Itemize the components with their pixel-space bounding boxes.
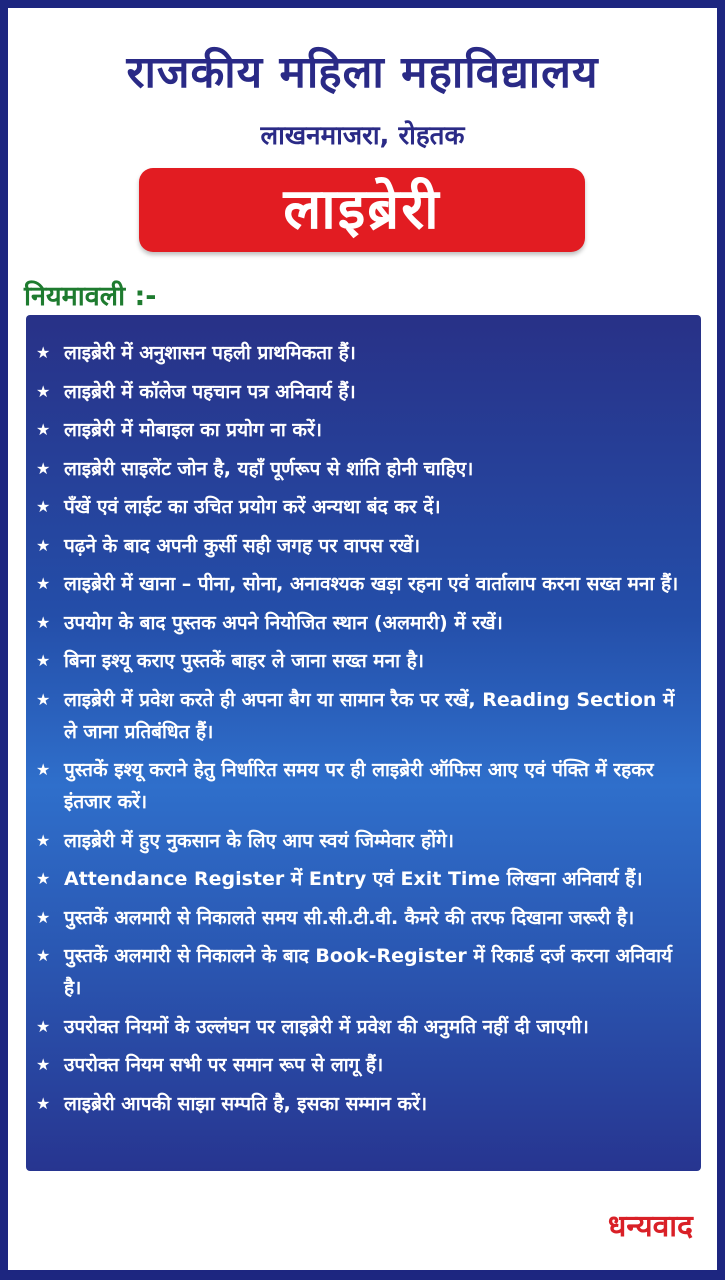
rules-list — [26, 315, 701, 1120]
star-icon: ★ — [36, 869, 51, 888]
college-place: लाखनमाजरा, रोहतक — [260, 121, 465, 151]
rule-text: पुस्तकें अलमारी से निकालते समय सी.सी.टी.वी. कैमरे की तरफ दिखाना जरूरी है। — [64, 906, 635, 929]
rule-text: लाइब्रेरी साइलेंट जोन है, यहाँ पूर्णरूप से शांति होनी चाहिए। — [64, 457, 474, 480]
star-icon: ★ — [36, 760, 51, 779]
star-icon: ★ — [36, 651, 51, 670]
rule-item — [34, 530, 687, 562]
rule-text: लाइब्रेरी आपकी साझा सम्पति है, इसका सम्मान करें। — [64, 1092, 428, 1115]
college-name: राजकीय महिला महाविद्यालय — [126, 47, 599, 98]
rule-text: लाइब्रेरी में प्रवेश करते ही अपना बैग या सामान रैक पर रखें, Reading Section में ले जाना प्रतिबंधित हैं। — [64, 688, 675, 743]
rule-item — [34, 645, 687, 677]
rule-item — [34, 491, 687, 523]
rule-item — [34, 754, 687, 818]
rule-item — [34, 568, 687, 600]
rule-text: उपरोक्त नियम सभी पर समान रूप से लागू हैं। — [64, 1054, 384, 1076]
star-icon: ★ — [36, 574, 51, 593]
star-icon: ★ — [36, 381, 51, 401]
rule-item — [34, 684, 687, 748]
rule-item — [34, 902, 687, 934]
star-icon: ★ — [36, 343, 51, 362]
rule-text: लाइब्रेरी में अनुशासन पहली प्राथमिकता हैं। — [64, 342, 356, 364]
rule-text: बिना इश्यू कराए पुस्तकें बाहर ले जाना सख्त मना है। — [64, 650, 424, 672]
star-icon: ★ — [36, 907, 51, 927]
star-icon: ★ — [36, 1016, 51, 1036]
rule-text: पुस्तकें इश्यू कराने हेतु निर्धारित समय पर ही लाइब्रेरी ऑफिस आए एवं पंक्ति में रहकर इंतजार करें। — [64, 759, 654, 813]
rule-item — [34, 376, 687, 408]
star-icon: ★ — [36, 497, 51, 516]
star-icon: ★ — [36, 420, 51, 439]
rule-text: लाइब्रेरी में खाना – पीना, सोना, अनावश्यक खड़ा रहना एवं वार्तालाप करना सख्त मना हैं। — [64, 573, 679, 595]
rules-panel — [26, 315, 701, 1171]
star-icon: ★ — [36, 535, 51, 555]
rule-item — [34, 863, 687, 895]
rule-text: पढ़ने के बाद अपनी कुर्सी सही जगह पर वापस रखें। — [64, 534, 421, 557]
rule-item — [34, 414, 687, 446]
library-banner — [139, 168, 585, 252]
star-icon: ★ — [36, 689, 51, 709]
rule-item — [34, 1088, 687, 1120]
rule-item — [34, 1011, 687, 1043]
rule-item — [34, 1049, 687, 1081]
star-icon: ★ — [36, 612, 51, 632]
rule-item — [34, 453, 687, 485]
rule-text: लाइब्रेरी में मोबाइल का प्रयोग ना करें। — [64, 419, 322, 441]
rule-item — [34, 337, 687, 369]
rule-item — [34, 825, 687, 857]
rule-text: उपयोग के बाद पुस्तक अपने नियोजित स्थान (अलमारी) में रखें। — [64, 611, 503, 634]
star-icon: ★ — [36, 830, 51, 850]
library-title: लाइब्रेरी — [283, 177, 441, 242]
rule-text: पँखें एवं लाईट का उचित प्रयोग करें अन्यथा बंद कर दें। — [64, 496, 441, 518]
rule-item — [34, 607, 687, 639]
rules-heading: नियमावली :- — [24, 281, 157, 312]
rule-item — [34, 940, 687, 1004]
star-icon: ★ — [36, 1055, 51, 1074]
thanks-text: धन्यवाद — [607, 1209, 693, 1244]
star-icon: ★ — [36, 458, 51, 478]
star-icon: ★ — [36, 1093, 51, 1113]
library-rules-poster — [8, 8, 717, 1270]
rule-text: पुस्तकें अलमारी से निकालने के बाद Book-Register में रिकार्ड दर्ज करना अनिवार्य है। — [64, 945, 673, 999]
rule-text: उपरोक्त नियमों के उल्लंघन पर लाइब्रेरी में प्रवेश की अनुमति नहीं दी जाएगी। — [64, 1015, 589, 1038]
rule-text: लाइब्रेरी में हुए नुकसान के लिए आप स्वयं जिम्मेवार होंगे। — [64, 829, 454, 852]
rule-text: Attendance Register में Entry एवं Exit Time लिखना अनिवार्य हैं। — [64, 868, 643, 890]
rule-text: लाइब्रेरी में कॉलेज पहचान पत्र अनिवार्य हैं। — [64, 380, 356, 403]
star-icon: ★ — [36, 946, 51, 965]
